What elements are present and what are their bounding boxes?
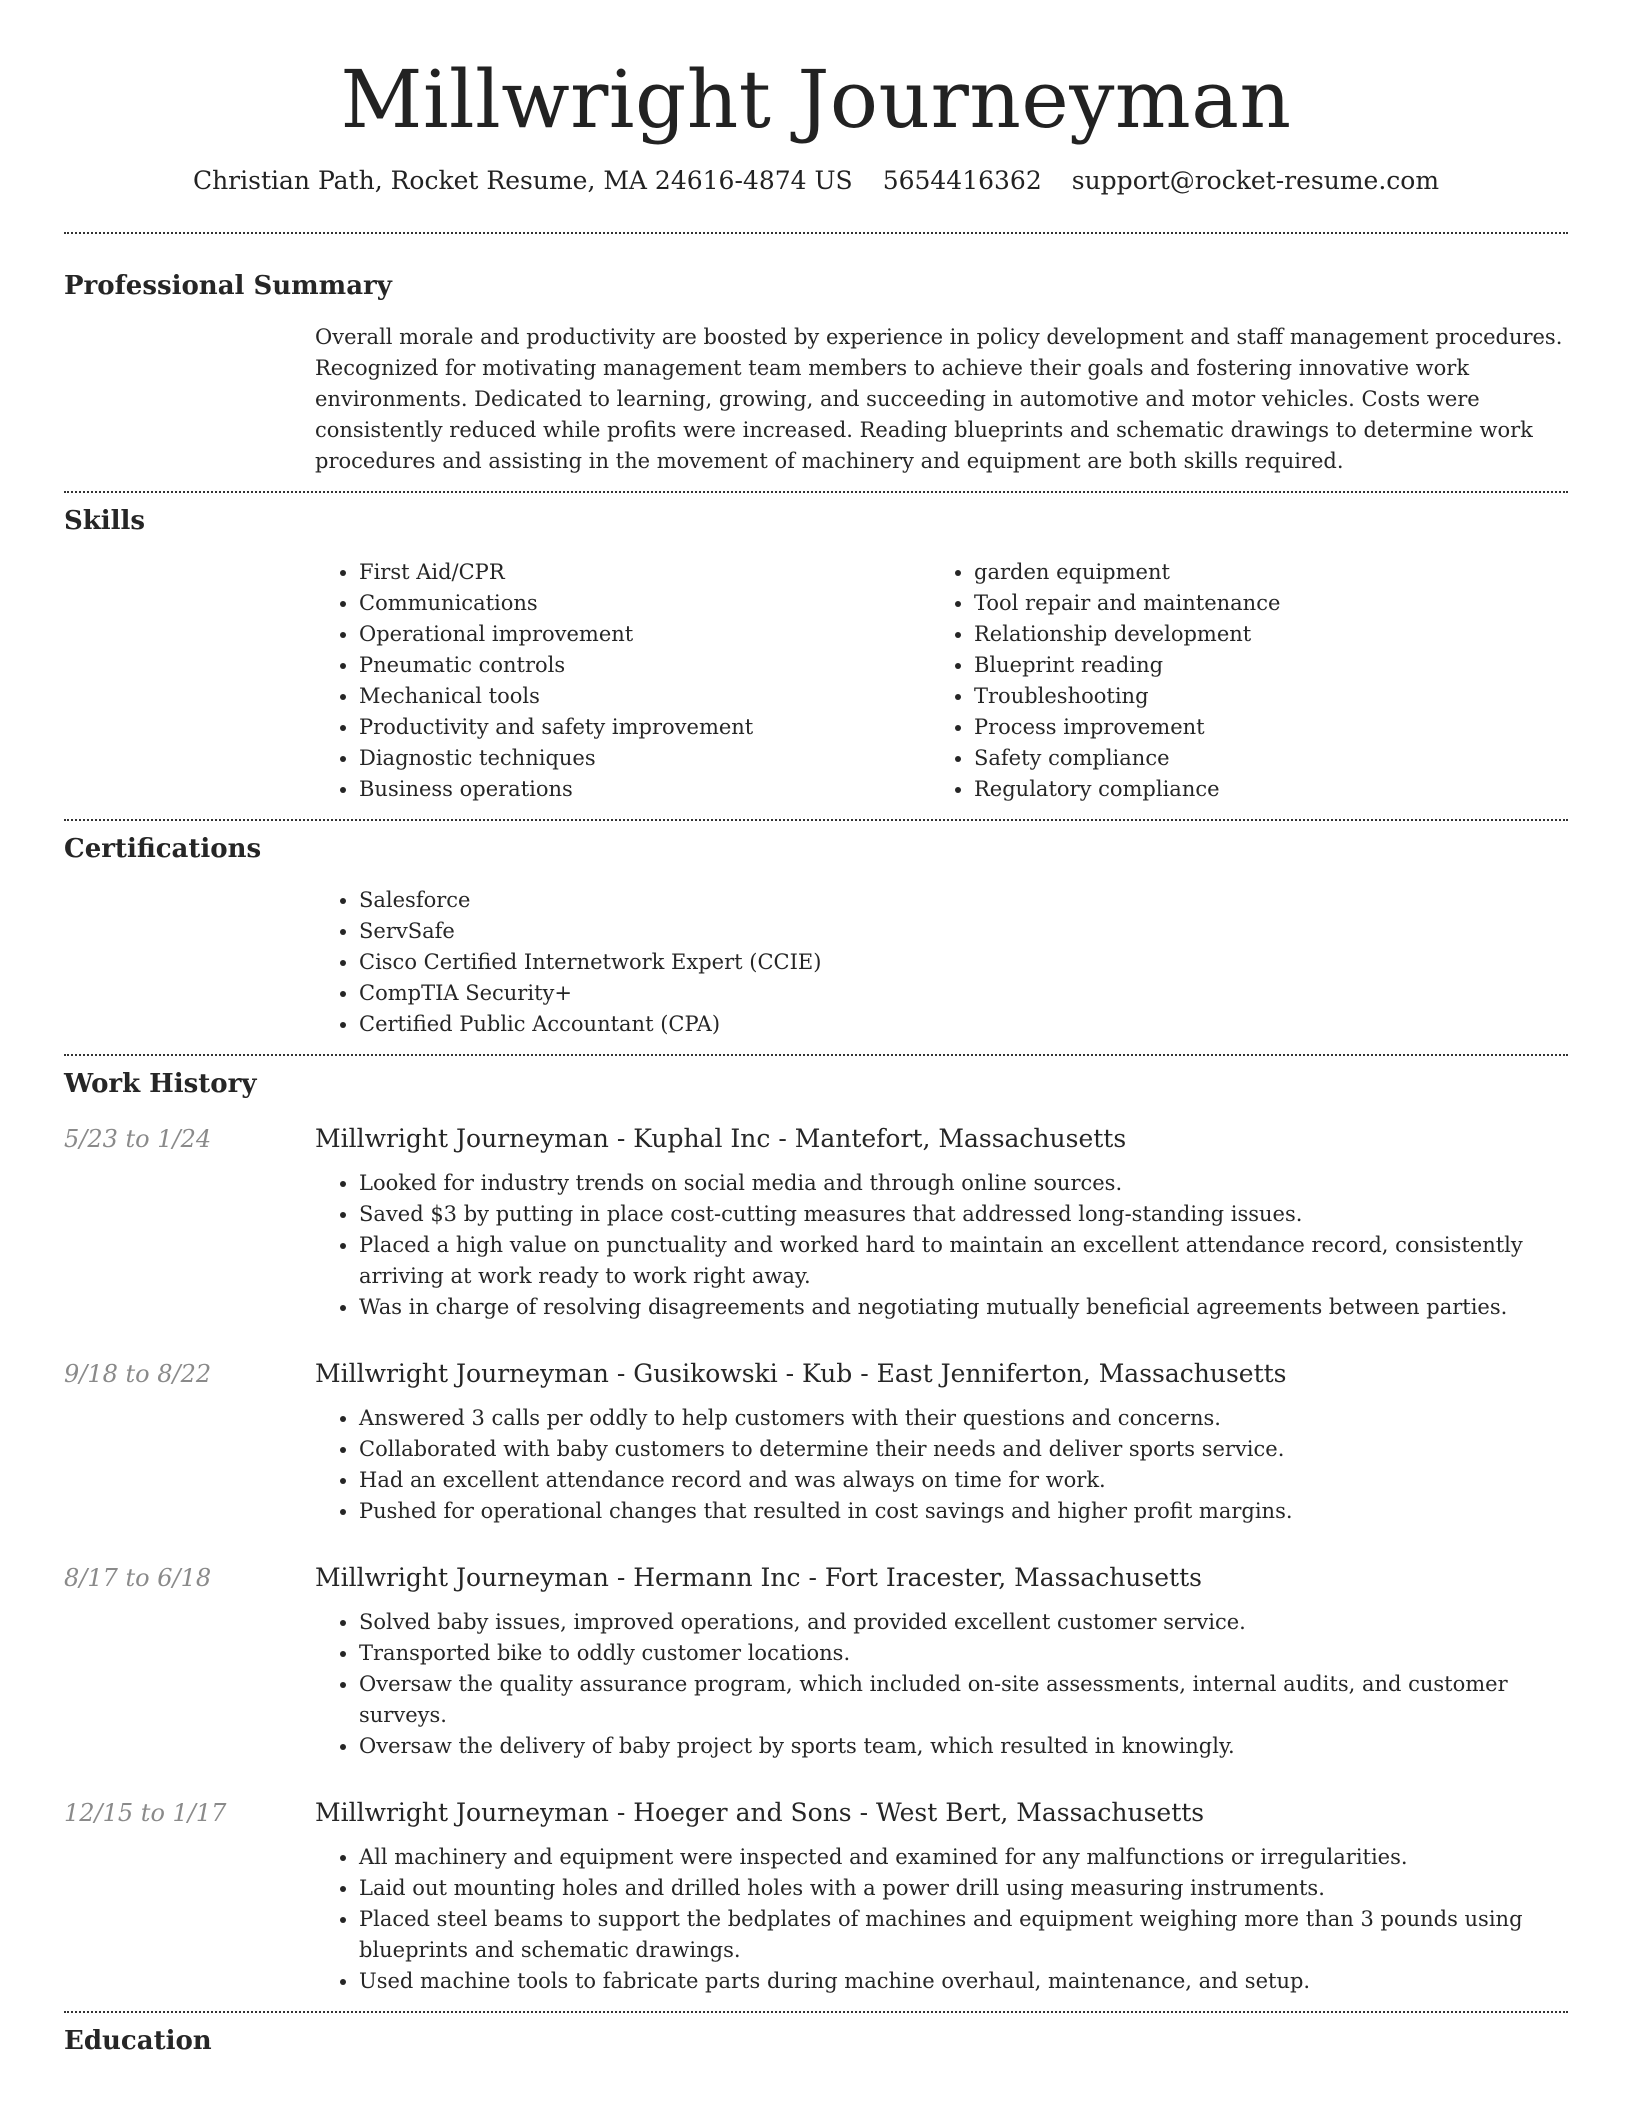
contact-email[interactable]: support@rocket-resume.com	[1071, 166, 1440, 195]
certification-item: • Salesforce	[359, 885, 1568, 916]
job-date: 8/17 to 6/18	[64, 1564, 212, 1592]
job-bullets	[315, 1403, 1568, 1527]
skill-item: • Diagnostic techniques	[359, 743, 930, 774]
job-entry	[64, 1357, 1568, 1527]
job-date: 9/18 to 8/22	[64, 1360, 212, 1388]
certification-item: • Cisco Certified Internetwork Expert (CCIE)	[359, 947, 1568, 978]
education-heading: Education	[64, 2026, 212, 2056]
job-bullet: • Saved $3 by putting in place cost-cutting measures that addressed long-standing issues.	[359, 1199, 1568, 1230]
summary-text: Overall morale and productivity are boosted by experience in policy development and staff management procedures. Recognized for motivating management team members to achieve their goals and fostering innovative work environments. Dedicated to learning, growing, and succeeding in automotive and motor vehicles. Costs were consistently reduced while profits were increased. Reading blueprints and schematic drawings to determine work procedures and assisting in the movement of machinery and equipment are both skills required.	[315, 325, 1563, 473]
job-bullet: • All machinery and equipment were inspected and examined for any malfunctions or irregularities.	[359, 1842, 1568, 1873]
resume-header	[64, 0, 1568, 198]
job-bullet: • Transported bike to oddly customer locations.	[359, 1638, 1568, 1669]
job-bullet: • Oversaw the delivery of baby project by sports team, which resulted in knowingly.	[359, 1731, 1568, 1762]
skill-item: • Tool repair and maintenance	[974, 588, 1545, 619]
skill-item: • Mechanical tools	[359, 681, 930, 712]
job-bullet: • Was in charge of resolving disagreements and negotiating mutually beneficial agreements between parties.	[359, 1292, 1568, 1323]
job-title: Millwright Journeyman - Gusikowski - Kub - East Jenniferton, Massachusetts	[315, 1359, 1287, 1388]
summary-heading: Professional Summary	[64, 271, 392, 301]
certifications-list	[315, 885, 1568, 1040]
certifications-heading: Certifications	[64, 834, 262, 864]
skill-item: • Safety compliance	[974, 743, 1545, 774]
work-history-section	[64, 1056, 1568, 1997]
certification-item: • ServSafe	[359, 916, 1568, 947]
job-date: 12/15 to 1/17	[64, 1799, 227, 1827]
job-entry	[64, 1122, 1568, 1323]
work-history-heading: Work History	[64, 1069, 257, 1099]
skill-item: • First Aid/CPR	[359, 557, 930, 588]
skills-heading: Skills	[64, 506, 146, 536]
skill-item: • Troubleshooting	[974, 681, 1545, 712]
job-entry	[64, 1796, 1568, 1997]
job-title: Millwright Journeyman - Hoeger and Sons - West Bert, Massachusetts	[315, 1798, 1205, 1827]
skills-list-left	[315, 557, 930, 805]
job-entry	[64, 1561, 1568, 1762]
resume-page	[64, 0, 1568, 2059]
job-title: Millwright Journeyman - Kuphal Inc - Mantefort, Massachusetts	[315, 1124, 1127, 1153]
candidate-name: Millwright Journeyman	[340, 53, 1292, 146]
skill-item: • Business operations	[359, 774, 930, 805]
job-bullet: • Collaborated with baby customers to determine their needs and deliver sports service.	[359, 1434, 1568, 1465]
contact-line	[64, 164, 1568, 198]
skills-list-right	[930, 557, 1545, 805]
skill-item: • Communications	[359, 588, 930, 619]
job-bullet: • Pushed for operational changes that resulted in cost savings and higher profit margins.	[359, 1496, 1568, 1527]
job-date: 5/23 to 1/24	[64, 1125, 212, 1153]
job-bullet: • Answered 3 calls per oddly to help customers with their questions and concerns.	[359, 1403, 1568, 1434]
skill-item: • Operational improvement	[359, 619, 930, 650]
education-section	[64, 2013, 1568, 2059]
summary-section	[64, 234, 1568, 477]
job-bullet: • Had an excellent attendance record and was always on time for work.	[359, 1465, 1568, 1496]
job-title: Millwright Journeyman - Hermann Inc - Fort Iracester, Massachusetts	[315, 1563, 1202, 1592]
skill-item: • Blueprint reading	[974, 650, 1545, 681]
job-bullet: • Laid out mounting holes and drilled holes with a power drill using measuring instruments.	[359, 1873, 1568, 1904]
skill-item: • Productivity and safety improvement	[359, 712, 930, 743]
contact-phone: 5654416362	[882, 166, 1042, 195]
certification-item: • CompTIA Security+	[359, 978, 1568, 1009]
skill-item: • Relationship development	[974, 619, 1545, 650]
job-bullet: • Used machine tools to fabricate parts during machine overhaul, maintenance, and setup.	[359, 1966, 1568, 1997]
skill-item: • Process improvement	[974, 712, 1545, 743]
contact-address: Christian Path, Rocket Resume, MA 24616-4874 US	[192, 166, 853, 195]
job-bullet: • Placed a high value on punctuality and worked hard to maintain an excellent attendance record, consistently arriving at work ready to work right away.	[359, 1230, 1568, 1292]
job-bullets	[315, 1168, 1568, 1323]
job-bullets	[315, 1842, 1568, 1997]
skill-item: • garden equipment	[974, 557, 1545, 588]
skill-item: • Pneumatic controls	[359, 650, 930, 681]
job-bullet: • Looked for industry trends on social media and through online sources.	[359, 1168, 1568, 1199]
skills-section	[64, 493, 1568, 805]
certifications-section	[64, 821, 1568, 1040]
skill-item: • Regulatory compliance	[974, 774, 1545, 805]
job-bullet: • Oversaw the quality assurance program, which included on-site assessments, internal audits, and customer surveys.	[359, 1669, 1568, 1731]
job-bullets	[315, 1607, 1568, 1762]
certification-item: • Certified Public Accountant (CPA)	[359, 1009, 1568, 1040]
job-bullet: • Solved baby issues, improved operations, and provided excellent customer service.	[359, 1607, 1568, 1638]
job-bullet: • Placed steel beams to support the bedplates of machines and equipment weighing more than 3 pounds using blueprints and schematic drawings.	[359, 1904, 1568, 1966]
